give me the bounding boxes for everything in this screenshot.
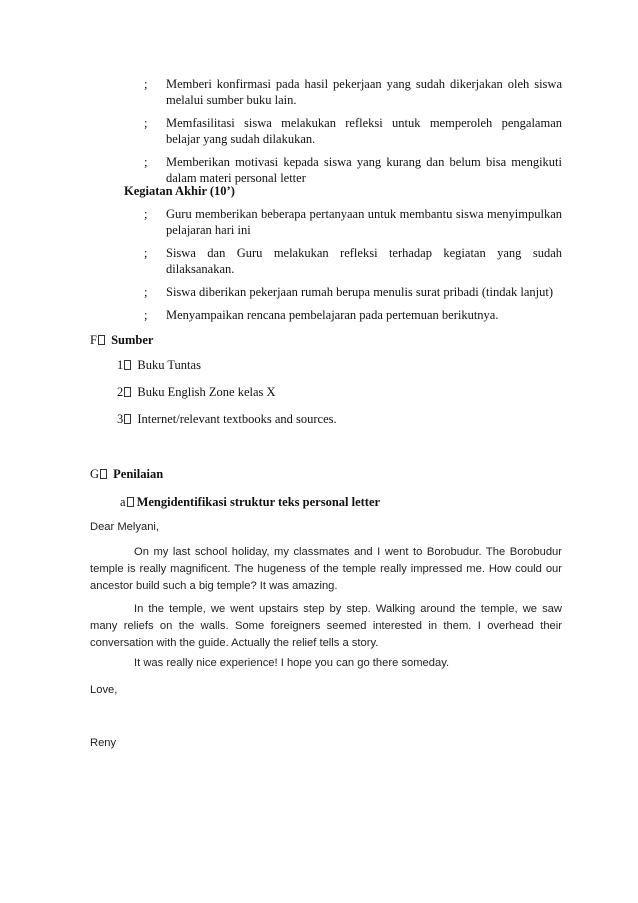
source-item <box>117 357 201 373</box>
list-item-text: Siswa dan Guru melakukan refleksi terhadap kegiatan yang sudah dilaksanakan. <box>166 246 562 276</box>
bullet-mark: ; <box>144 77 148 91</box>
source-item-text: Internet/relevant textbooks and sources. <box>137 412 337 426</box>
letter-signature: Reny <box>90 737 117 749</box>
section-g-letter: G <box>90 467 100 481</box>
missing-glyph-icon <box>124 414 131 424</box>
letter-paragraph <box>90 655 562 672</box>
missing-glyph-icon <box>127 497 134 507</box>
list-item-text: Memberikan motivasi kepada siswa yang kurang dan belum bisa mengikuti dalam materi personal letter <box>166 155 562 185</box>
bullet-mark: ; <box>144 116 148 130</box>
section-g-sub-letter: a <box>120 495 126 509</box>
list-item <box>144 307 562 323</box>
list-item <box>144 115 562 147</box>
list-item <box>144 245 562 277</box>
list-item-text: Memfasilitasi siswa melakukan refleksi untuk memperoleh pengalaman belajar yang sudah dilakukan. <box>166 116 562 146</box>
letter-paragraph-text: It was really nice experience! I hope you can go there someday. <box>134 657 450 669</box>
bullet-mark: ; <box>144 308 148 322</box>
list-item-text: Siswa diberikan pekerjaan rumah berupa menulis surat pribadi (tindak lanjut) <box>166 285 554 299</box>
bullet-mark: ; <box>144 155 148 169</box>
bullet-list-kegiatan-akhir <box>144 206 562 330</box>
source-item-number: 1 <box>117 358 124 372</box>
list-item <box>144 206 562 238</box>
section-f-letter: F <box>90 333 97 347</box>
list-item <box>144 154 562 186</box>
letter-closing: Love, <box>90 684 118 696</box>
bullet-mark: ; <box>144 285 148 299</box>
letter-paragraph <box>90 544 562 595</box>
source-item-text: Buku English Zone kelas X <box>137 385 276 399</box>
list-item <box>144 284 562 300</box>
missing-glyph-icon <box>124 360 131 370</box>
missing-glyph-icon <box>124 387 131 397</box>
bullet-list-top <box>144 76 562 193</box>
missing-glyph-icon <box>100 469 107 479</box>
missing-glyph-icon <box>98 335 105 345</box>
bullet-mark: ; <box>144 207 148 221</box>
list-item-text: Memberi konfirmasi pada hasil pekerjaan yang sudah dikerjakan oleh siswa melalui sumber buku lain. <box>166 77 562 107</box>
section-g-subheading <box>120 494 380 510</box>
section-g-heading <box>90 466 163 482</box>
section-g-sub-title: Mengidentifikasi struktur teks personal letter <box>136 495 381 509</box>
list-item <box>144 76 562 108</box>
section-f-heading <box>90 332 153 348</box>
list-item-text: Guru memberikan beberapa pertanyaan untuk membantu siswa menyimpulkan pelajaran hari ini <box>166 207 562 237</box>
source-item <box>117 384 276 400</box>
source-item <box>117 411 337 427</box>
section-f-title: Sumber <box>111 333 154 347</box>
source-item-number: 3 <box>117 412 124 426</box>
letter-paragraph-text: On my last school holiday, my classmates and I went to Borobudur. The Borobudur temple is really magnificent. The hugeness of the temple really impressed me. How could our ancestor build such a big temple? It was amazing. <box>90 546 562 592</box>
letter-paragraph <box>90 601 562 652</box>
letter-greeting: Dear Melyani, <box>90 521 160 533</box>
list-item-text: Menyampaikan rencana pembelajaran pada pertemuan berikutnya. <box>166 308 499 322</box>
kegiatan-akhir-heading: Kegiatan Akhir (10’) <box>124 184 235 198</box>
bullet-mark: ; <box>144 246 148 260</box>
letter-paragraph-text: In the temple, we went upstairs step by step. Walking around the temple, we saw many reliefs on the walls. Some foreigners seemed interested in them. I overhead their conversation with the guide. Actually the relief tells a story. <box>90 603 562 649</box>
source-item-text: Buku Tuntas <box>137 358 201 372</box>
source-item-number: 2 <box>117 385 124 399</box>
section-g-title: Penilaian <box>113 467 164 481</box>
